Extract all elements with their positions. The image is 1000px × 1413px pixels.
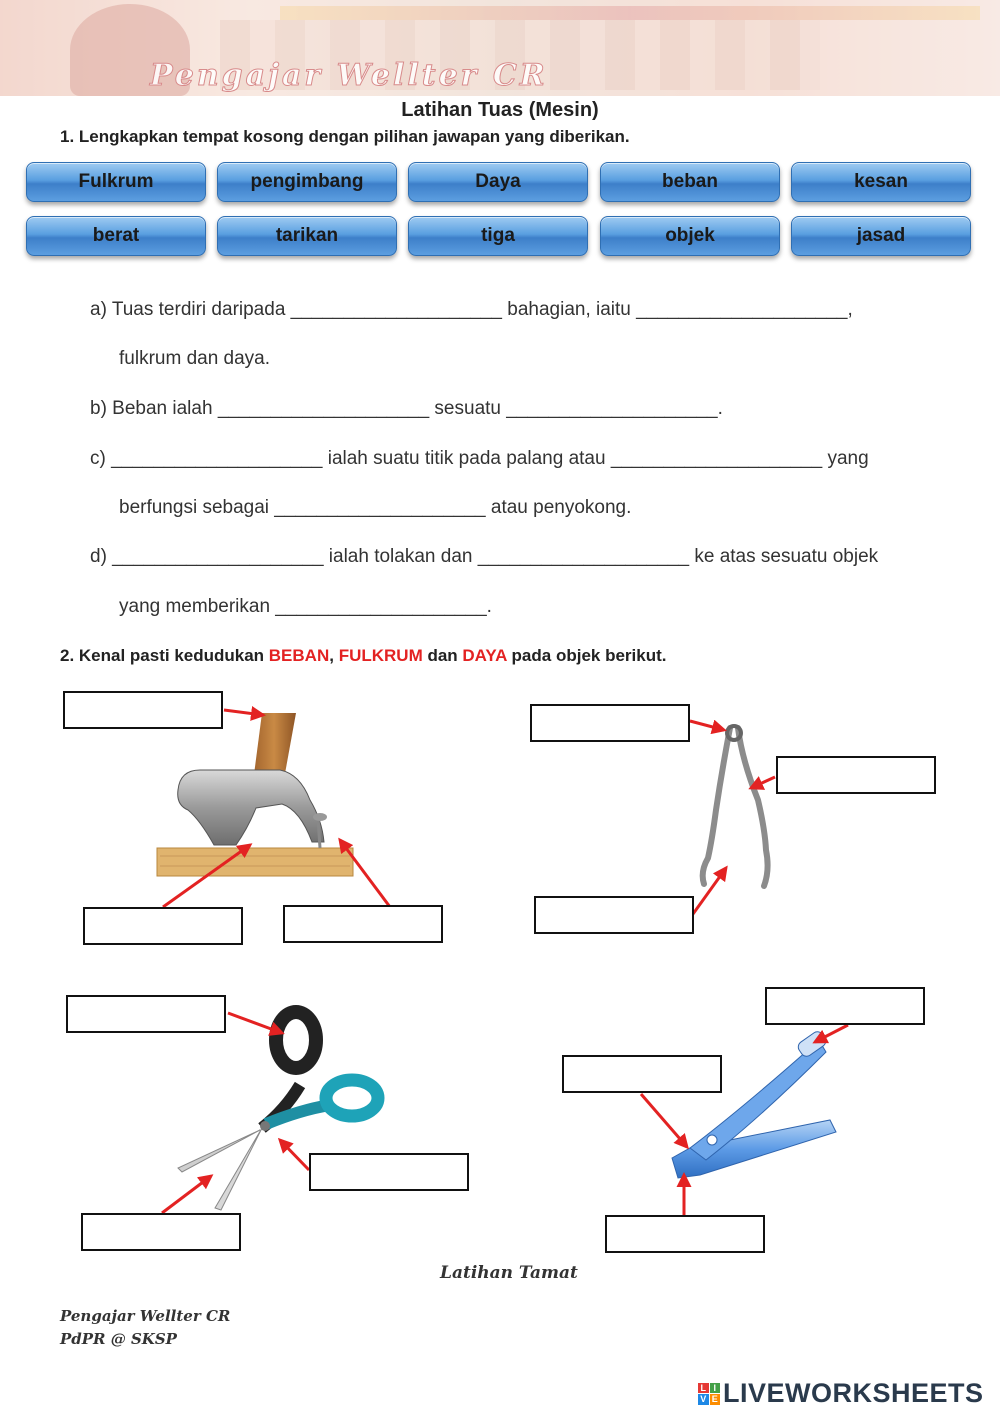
word-bank-item[interactable]: Fulkrum [26,162,206,202]
word-bank-item[interactable]: tarikan [217,216,397,256]
page-title: Latihan Tuas (Mesin) [401,99,599,121]
keyword-daya: DAYA [462,646,507,665]
liveworksheets-text: LIVEWORKSHEETS [723,1378,984,1408]
word-bank-item[interactable]: Daya [408,162,588,202]
q1a-line-2: fulkrum dan daya. [119,348,271,369]
q1d-line-1: d) ____________________ ialah tolakan dan ____________________ ke atas sesuatu objek [90,546,879,567]
end-text: Latihan Tamat [440,1263,578,1283]
word-bank-item[interactable]: jasad [791,216,971,256]
scissors-answer-box-bottom[interactable] [81,1213,241,1251]
question-1-instruction: 1. Lengkapkan tempat kosong dengan pilihan jawapan yang diberikan. [60,127,630,146]
question-2-instruction: 2. Kenal pasti kedudukan BEBAN, FULKRUM dan DAYA pada objek berikut. [60,646,667,665]
word-bank-item[interactable]: kesan [791,162,971,202]
scissors-answer-box-top[interactable] [66,995,226,1033]
hammer-answer-box-right[interactable] [283,905,443,943]
word-bank-item[interactable]: pengimbang [217,162,397,202]
q1b-line-1: b) Beban ialah ____________________ sesuatu ____________________. [90,398,723,419]
q1d-line-2: yang memberikan ____________________. [119,596,492,617]
word-bank-item[interactable]: objek [600,216,780,256]
keyword-beban: BEBAN [268,646,330,665]
q1c-line-2: berfungsi sebagai ____________________ atau penyokong. [119,497,632,518]
nail-clipper-image [672,1029,836,1178]
footer-author: Pengajar Wellter CR [60,1307,231,1325]
hammer-image [157,713,353,876]
clipper-answer-box-top[interactable] [765,987,925,1025]
scissors-answer-box-right[interactable] [309,1153,469,1191]
clipper-answer-box-bottom[interactable] [605,1215,765,1253]
footer-school: PdPR @ SKSP [60,1330,177,1348]
word-bank-item[interactable]: beban [600,162,780,202]
hammer-answer-box-top[interactable] [63,691,223,729]
word-bank-item[interactable]: berat [26,216,206,256]
word-bank-item[interactable]: tiga [408,216,588,256]
clipper-answer-box-left[interactable] [562,1055,722,1093]
liveworksheets-brand [698,1378,984,1409]
tongs-answer-box-right[interactable] [776,756,936,794]
tongs-answer-box-top[interactable] [530,704,690,742]
banner-text: Pengajar Wellter CR [150,58,548,93]
hammer-answer-box-left[interactable] [83,907,243,945]
tongs-image [703,726,768,886]
tongs-answer-box-bottom[interactable] [534,896,694,934]
keyword-fulkrum: FULKRUM [338,646,423,665]
q1c-line-1: c) ____________________ ialah suatu titik pada palang atau ____________________ yang [90,448,869,469]
q1a-line-1: a) Tuas terdiri daripada ____________________ bahagian, iaitu ____________________, [90,299,853,320]
liveworksheets-logo-icon: L I V E [698,1383,720,1405]
